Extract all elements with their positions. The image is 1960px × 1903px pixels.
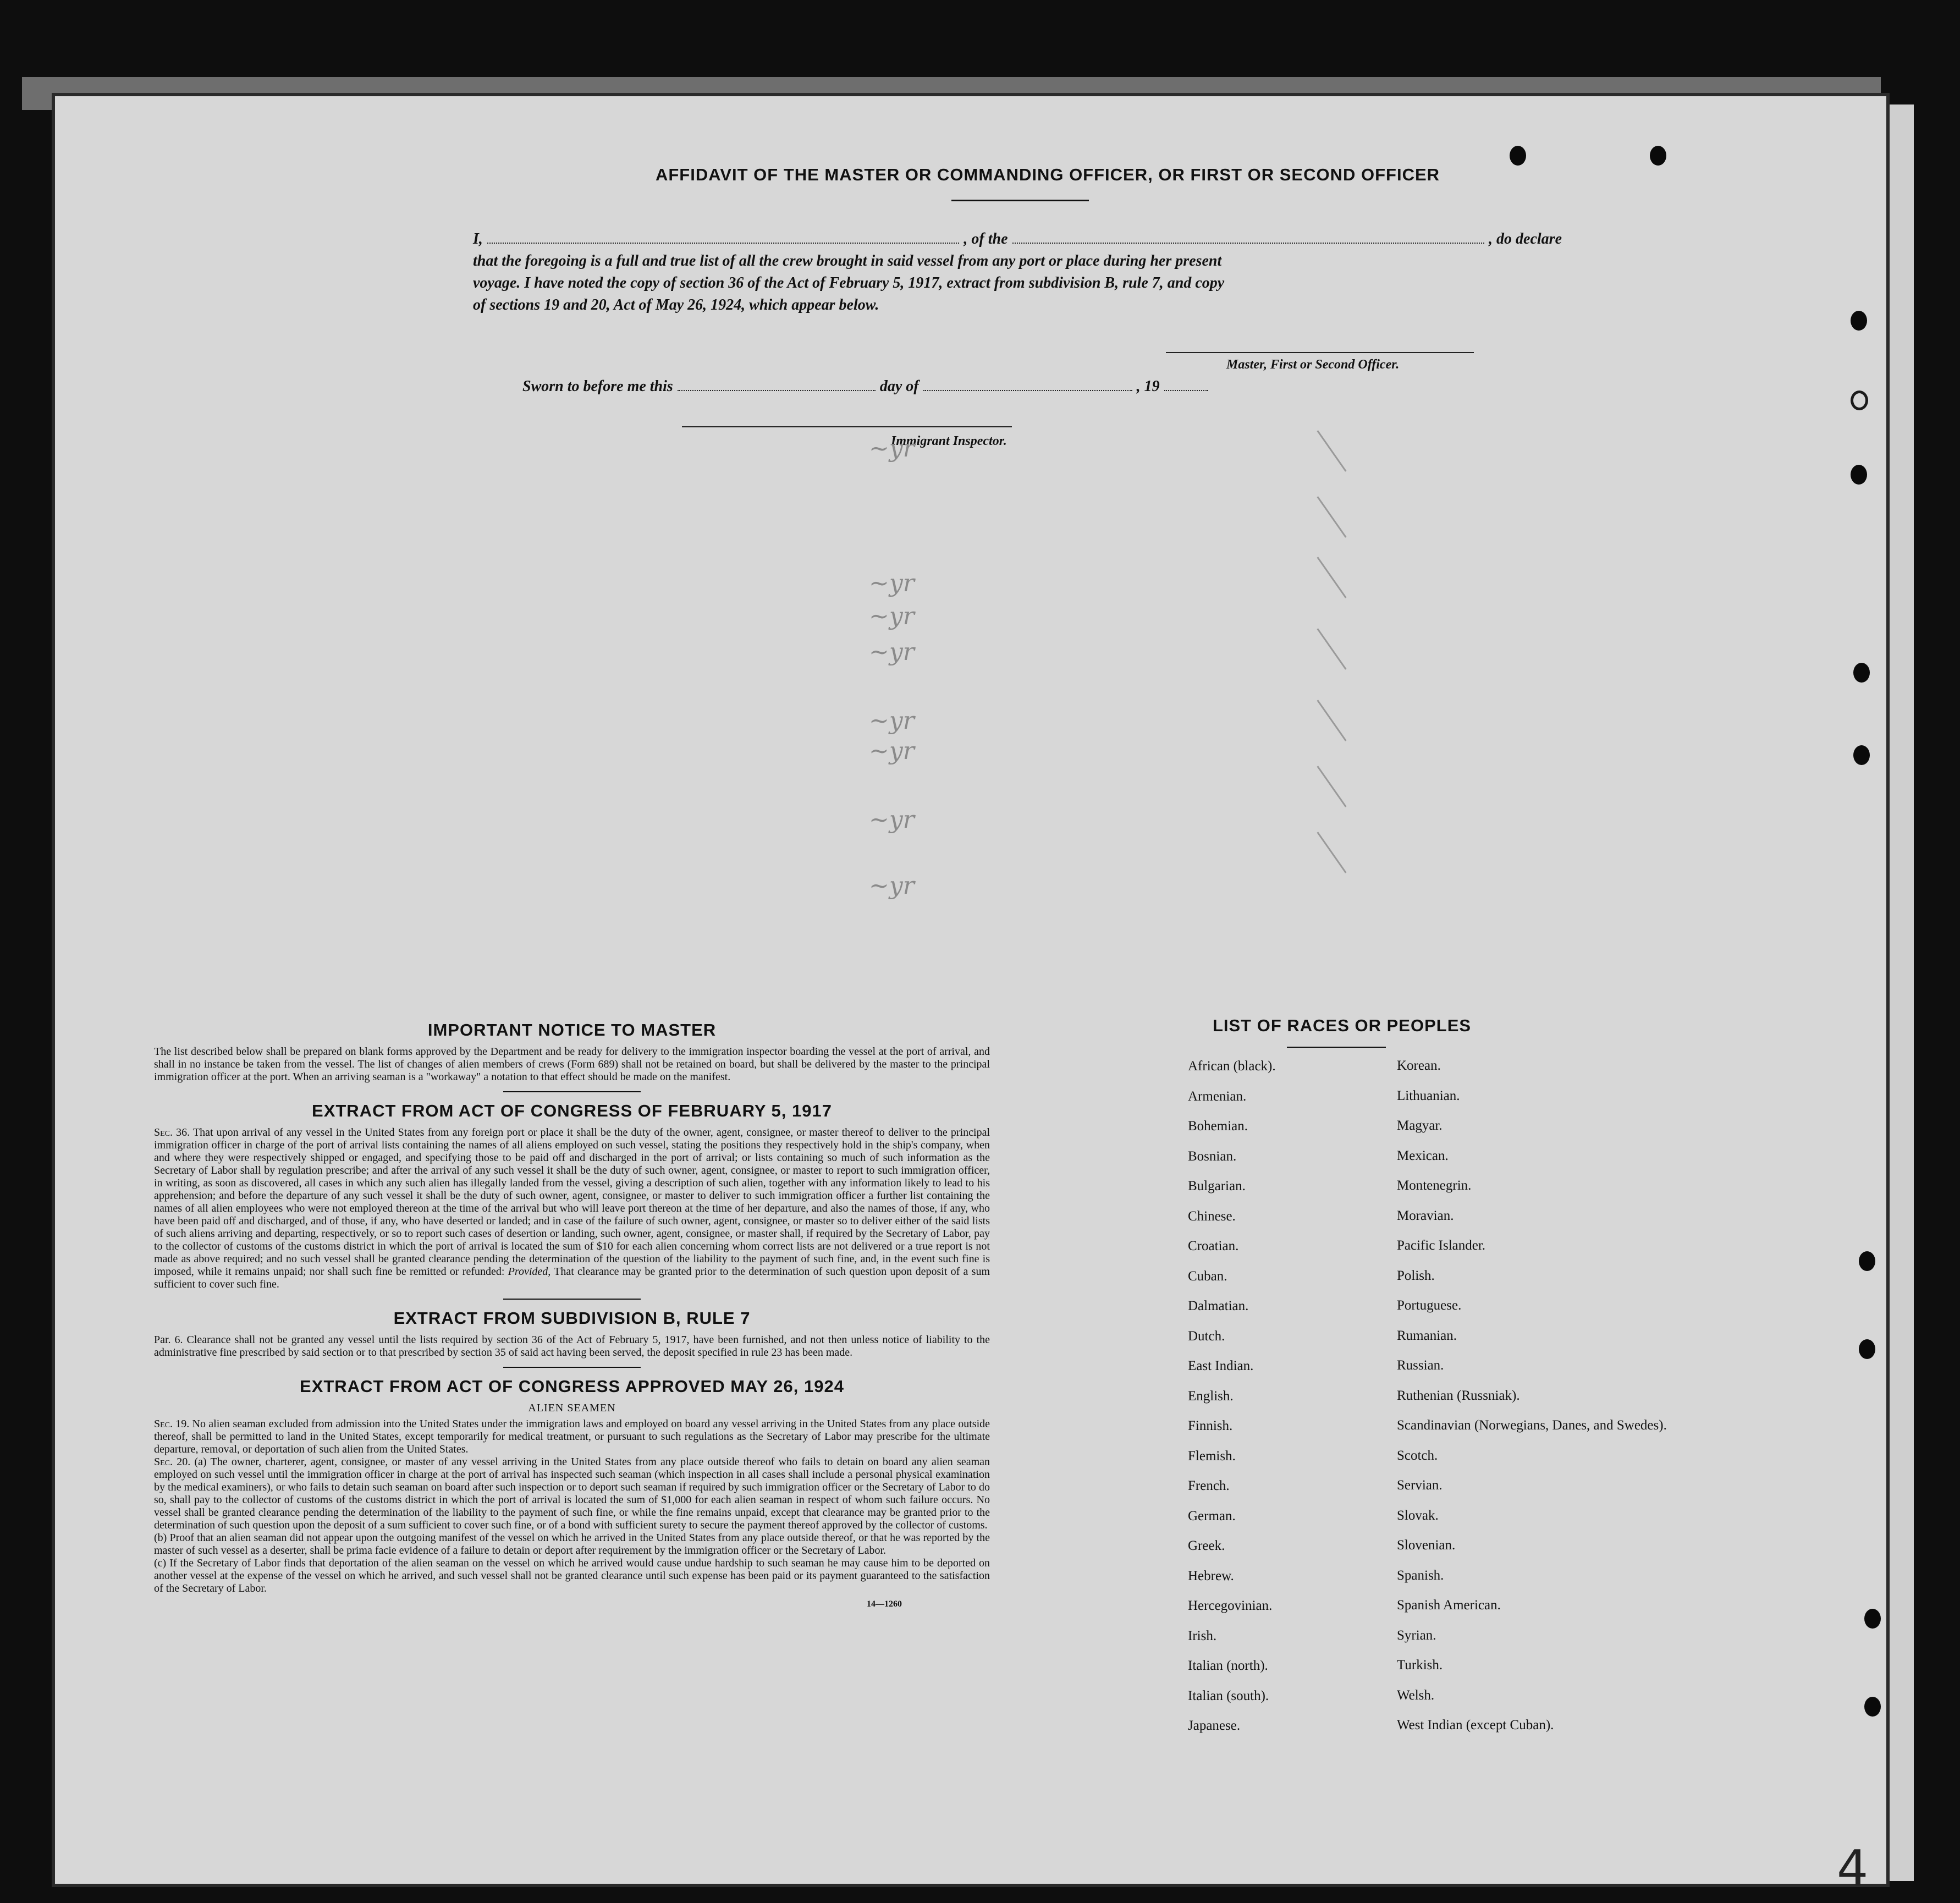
race-item: Scotch. [1397,1448,1438,1463]
race-item: Servian. [1397,1478,1443,1493]
race-row [1188,1059,1683,1088]
affidavit-of-the: , of the [964,230,1008,248]
race-row [1188,1449,1683,1478]
punch-hole [1864,1697,1881,1717]
form-number: 14—1260 [867,1599,902,1609]
handwritten-mark: ~yr [869,602,915,630]
race-item: Montenegrin. [1397,1178,1472,1193]
divider [503,1367,641,1368]
sworn-year: , 19 [1136,378,1160,395]
sworn-year-field[interactable] [1164,377,1208,391]
race-row [1188,1689,1683,1718]
title-rule [951,200,1089,201]
race-row [1188,1329,1683,1358]
extract-rule7-text: Par. 6. Clearance shall not be granted any vessel until the lists required by section 36 of the Act of February 5, 1917, have been furnished, and not then unless notice of liability to the administrative fine prescribed by said section or to that prescribed by section 35 of said act having been served, the deposit specified in rule 23 has been made. [154,1334,990,1358]
race-row [1188,1179,1683,1208]
race-item: Slovenian. [1397,1538,1456,1553]
race-row [1188,1269,1683,1299]
punch-hole [1859,1339,1875,1359]
notice-text: The list described below shall be prepared on blank forms approved by the Department and be ready for delivery to the immigration inspector boarding the vessel at the port of arrival, and shall in no instance be taken from the vessel. The list of changes of alien members of crews (Form 689) shall not be retained on board, but shall be delivered by the master to the principal immigration officer at the port. When an arriving seaman is a "workaway" a notation to that effect should be made on the manifest. [154,1046,990,1083]
race-item: Hercegovinian. [1188,1598,1273,1613]
sec-36-text: That upon arrival of any vessel in the United States from any foreign port or place it shall be the duty of the owner, agent, consignee, or master thereof to deliver to the principal immigration officer in charge of the port of arrival lists containing the names of all aliens employed on such vessel, stating the positions they respectively hold in the ship's company, when and where they were respectively shipped or engaged, and specifying those to be paid off and discharged in the port of arrival; or lists containing so much of such information as the Secretary of Labor shall by regulation prescribe; and after the arrival of any such vessel it shall be the duty of such owner, agent, consignee, or master to report to such immigration officer, in writing, as soon as discovered, all cases in which any such alien has illegally landed from the vessel, giving a description of such alien, together with any information likely to lead to his apprehension; and before the departure of any such vessel it shall be the duty of such owner, agent, consignee, or master to deliver to such immigration officer a further list containing the names of all alien employees who were not employed thereon at the time of the arrival but who will leave port thereon at the time of her departure, and also the names of those, if any, who have been paid off and discharged, and of those, if any, who have deserted or landed; and in case of the failure of such owner, agent, consignee, or master so to deliver either of the said lists of such aliens arriving and departing, respectively, or so to report such cases of desertion or landing, such owner, agent, consignee, or master shall, if required by the Secretary of Labor, pay to the collector of customs of the customs district in which the port of arrival is located the sum of $10 for each alien concerning whom correct lists are not delivered or a true report is not made as above required; and no such vessel shall be granted clearance pending the determination of the question of the liability to the payment of such fine, and, in the event such fine is imposed, while it remains unpaid; nor shall such fine be remitted or refunded: [154,1126,990,1278]
punch-hole [1864,1609,1881,1629]
master-signature-label: Master, First or Second Officer. [1226,358,1400,372]
handwritten-mark: ~yr [869,707,915,735]
race-item: Bosnian. [1188,1148,1237,1164]
sworn-line [522,377,1320,395]
race-item: Hebrew. [1188,1568,1234,1583]
sworn-date-field[interactable] [678,377,876,391]
race-row [1188,1089,1683,1119]
handwritten-mark: ~yr [869,737,915,765]
handwritten-mark: ~yr [869,569,915,597]
race-item: Irish. [1188,1628,1217,1643]
race-row [1188,1569,1683,1598]
race-item: Polish. [1397,1268,1435,1283]
extract-1917-title: EXTRACT FROM ACT OF CONGRESS OF FEBRUARY 5, 1917 [312,1101,832,1120]
sec-19-text [154,1418,990,1456]
sec-20-label: Sec. 20. [154,1456,191,1468]
race-row [1188,1538,1683,1568]
race-row [1188,1629,1683,1658]
race-row [1188,1478,1683,1508]
race-item: Welsh. [1397,1687,1435,1703]
race-item: East Indian. [1188,1358,1254,1373]
punch-hole [1851,391,1868,410]
sec-20c-text: (c) If the Secretary of Labor finds that deportation of the alien seaman on the vessel on which he arrived would cause undue hardship to such seaman he may cause him to be deported on another vessel at the expense of the vessel on which he arrived, and such vessel shall not be granted clearance until such expense has been paid or its payment guaranteed to the satisfaction of the Secretary of Labor. [154,1557,990,1594]
race-row [1188,1299,1683,1328]
sec-20a-body: (a) The owner, charterer, agent, consignee, or master of any vessel arriving in the United States from any place outside thereof who fails to detain on board any alien seaman employed on such vessel until the immigration officer in charge at the port of arrival has inspected such seaman (which inspection in all cases shall include a personal physical examination by the medical examiners), or who fails to detain such seaman on board after such inspection or to deport such seaman if required by such immigration officer or the Secretary of Labor to do so, shall pay to the collector of customs of the customs district in which the port of arrival is located the sum of $1,000 for each alien seaman in respect of whom such failure occurs. No vessel shall be granted clearance pending the determination of the liability to the payment of such fine, or while the fine remains unpaid, except that clearance may be granted prior to the determination of such question upon the deposit of a sum sufficient to cover such fine, or of a bond with sufficient surety to secure the payment thereof approved by the collector of customs. [154,1456,990,1531]
race-row [1188,1598,1683,1628]
affidavit-line-2: that the foregoing is a full and true list of all the crew brought in said vessel from any port or place during her present [473,252,1222,270]
page-number: 4 [1837,1840,1869,1898]
handwritten-mark: ~yr [869,806,915,834]
sec-19-label: Sec. 19. [154,1418,190,1430]
race-item: Spanish. [1397,1568,1444,1583]
race-item: Moravian. [1397,1208,1454,1223]
check-tick [1317,496,1346,537]
sec-36-provided: Provided, [508,1266,551,1278]
race-item: Lithuanian. [1397,1088,1460,1103]
race-row [1188,1389,1683,1418]
check-tick [1317,557,1346,598]
alien-seamen-subtitle: ALIEN SEAMEN [528,1402,616,1414]
notice-title: IMPORTANT NOTICE TO MASTER [427,1020,717,1040]
race-item: Chinese. [1188,1208,1236,1224]
extract-1917-text [154,1126,990,1291]
divider [503,1091,641,1092]
race-row [1188,1119,1683,1148]
race-item: Russian. [1397,1358,1444,1373]
race-item: Flemish. [1188,1448,1236,1464]
race-item: Armenian. [1188,1088,1247,1104]
handwritten-mark: ~yr [869,638,915,666]
sworn-month-field[interactable] [923,377,1132,391]
race-item: Greek. [1188,1538,1225,1553]
race-item: Dalmatian. [1188,1299,1249,1313]
race-item: Portuguese. [1397,1298,1462,1313]
race-item: Cuban. [1188,1268,1227,1284]
extract-1924-title: EXTRACT FROM ACT OF CONGRESS APPROVED MAY 26, 1924 [300,1377,844,1396]
punch-hole [1853,745,1870,765]
punch-hole [1851,311,1867,331]
sec-36-label: Sec. 36. [154,1126,190,1138]
extract-rule7-title: EXTRACT FROM SUBDIVISION B, RULE 7 [393,1308,751,1328]
punch-hole [1650,146,1666,166]
race-row [1188,1718,1683,1748]
affidavit-i: I, [473,230,483,248]
race-item: Ruthenian (Russniak). [1397,1388,1520,1403]
race-row [1188,1509,1683,1538]
race-item: French. [1188,1478,1230,1493]
race-row [1188,1658,1683,1688]
vessel-field[interactable] [1012,229,1485,244]
affidavit-body [473,228,1562,316]
sec-36-text-after: That clearance may be granted prior to the determination of such question upon deposit of a sum sufficient to cover such fine. [154,1266,990,1290]
handwritten-mark: ~yr [869,872,915,900]
race-item: Finnish. [1188,1418,1233,1433]
master-signature-line[interactable] [1166,352,1474,353]
sworn-day-of: day of [879,378,919,395]
race-item: Italian (north). [1188,1658,1268,1673]
notices-column [154,1020,990,1609]
punch-hole [1859,1251,1875,1271]
race-item: Bohemian. [1188,1119,1248,1134]
race-item: Japanese. [1188,1718,1241,1733]
affidavit-title: AFFIDAVIT OF THE MASTER OR COMMANDING OFFICER, OR FIRST OR SECOND OFFICER [655,165,1440,184]
check-tick [1317,832,1346,873]
name-field[interactable] [487,229,960,244]
document-page [55,96,1886,1898]
race-item: West Indian (except Cuban). [1397,1718,1554,1733]
check-tick [1317,430,1346,471]
inspector-signature-line[interactable] [682,426,1012,427]
race-item: Mexican. [1397,1148,1449,1163]
race-row [1188,1209,1683,1239]
race-item: Slovak. [1397,1508,1439,1523]
check-tick [1317,700,1346,741]
races-title: LIST OF RACES OR PEOPLES [1212,1016,1472,1035]
race-item: Syrian. [1397,1627,1436,1643]
race-item: Turkish. [1397,1658,1443,1673]
races-rule [1287,1047,1386,1048]
inspector-label: Immigrant Inspector. [891,434,1007,448]
race-item: Croatian. [1188,1239,1239,1253]
sworn-text: Sworn to before me this [522,378,673,395]
race-item: Magyar. [1397,1118,1443,1133]
race-item: Korean. [1397,1058,1441,1073]
race-item: African (black). [1188,1059,1276,1074]
check-tick [1317,628,1346,669]
race-item: Scandinavian (Norwegians, Danes, and Swedes). [1397,1418,1667,1433]
punch-hole [1853,663,1870,683]
race-item: Bulgarian. [1188,1179,1246,1194]
affidavit-declare: , do declare [1489,230,1562,248]
race-item: Dutch. [1188,1328,1225,1344]
race-row [1188,1358,1683,1388]
affidavit-line-3: voyage. I have noted the copy of section 36 of the Act of February 5, 1917, extract from subdivision B, rule 7, and copy [473,274,1225,292]
race-item: Rumanian. [1397,1328,1457,1343]
race-row [1188,1239,1683,1268]
sec-20a-text [154,1456,990,1532]
punch-hole [1510,146,1526,166]
race-row [1188,1149,1683,1179]
affidavit-line-4: of sections 19 and 20, Act of May 26, 1924, which appear below. [473,296,879,314]
punch-hole [1851,465,1867,485]
race-item: German. [1188,1508,1236,1524]
race-item: English. [1188,1388,1234,1404]
check-tick [1317,766,1346,807]
affidavit-line-1 [473,228,1562,250]
sec-19-body: No alien seaman excluded from admission into the United States under the immigration laws and employed on board any vessel arriving in the United States from any place outside thereof, shall be permitted to land in the United States, except temporarily for medical treatment, or pursuant to such regulations as the Secretary of Labor may prescribe for the ultimate departure, removal, or deportation of such alien from the United States. [154,1418,990,1455]
race-row [1188,1418,1683,1448]
handwritten-mark: ~yr [869,435,915,463]
race-item: Pacific Islander. [1397,1238,1486,1253]
divider [503,1299,641,1300]
race-item: Spanish American. [1397,1598,1501,1613]
race-item: Italian (south). [1188,1688,1269,1703]
sec-20b-text: (b) Proof that an alien seaman did not appear upon the outgoing manifest of the vessel on which he arrived in the United States from any place outside thereof, or that he was reported by the master of such vessel as a deserter, shall be prima facie evidence of a failure to detain or deport after requirement by the immigration officer or the Secretary of Labor. [154,1532,990,1557]
